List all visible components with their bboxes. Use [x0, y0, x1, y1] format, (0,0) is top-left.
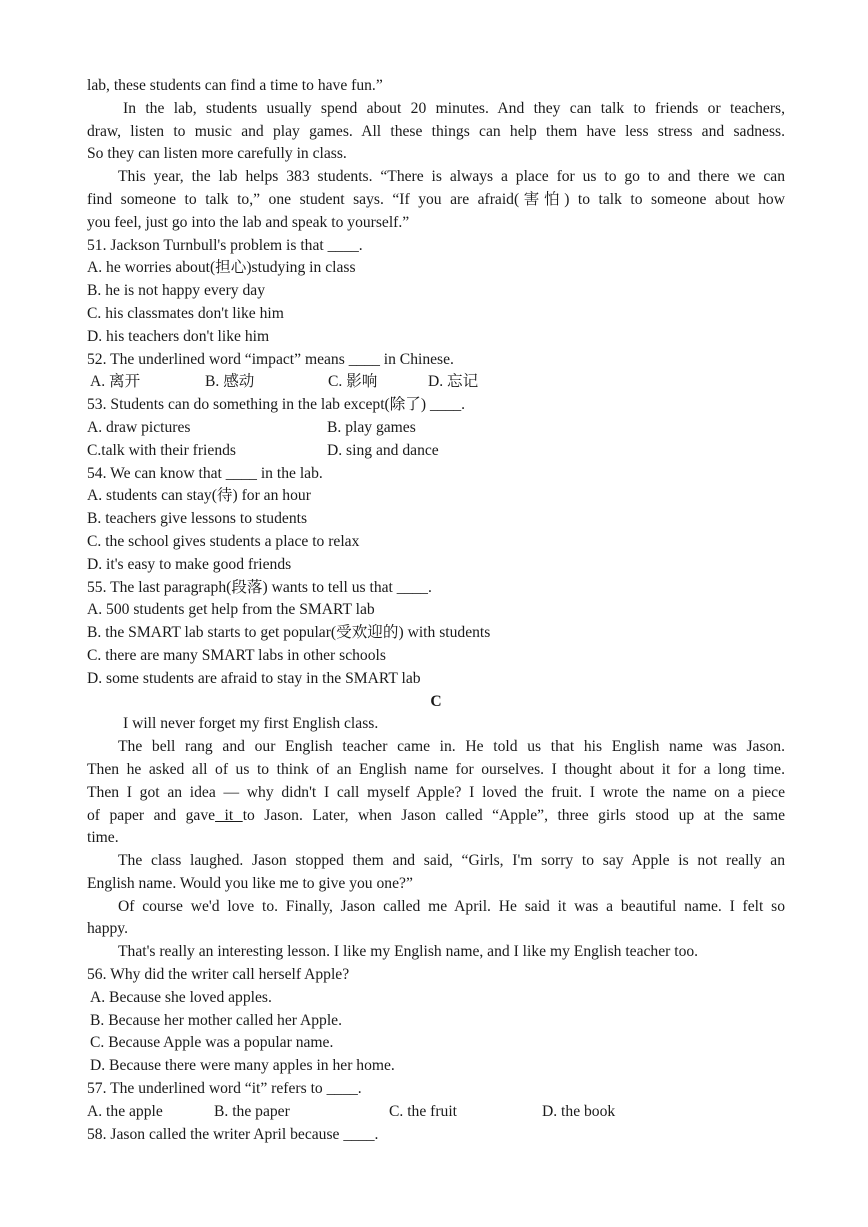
- option-c: C. 影响: [328, 373, 378, 391]
- option-b: B. teachers give lessons to students: [87, 510, 308, 528]
- options-row: [87, 440, 785, 463]
- option-b: B. 感动: [205, 373, 255, 391]
- option-c: C. Because Apple was a popular name.: [90, 1034, 334, 1052]
- passage-line: [87, 805, 785, 828]
- options-row: [87, 417, 785, 440]
- option-d: D. Because there were many apples in her home.: [90, 1057, 395, 1075]
- question-stem: 56. Why did the writer call herself Apple?: [87, 966, 350, 984]
- options-row: [87, 371, 785, 394]
- passage-line: The class laughed. Jason stopped them and said, “Girls, I'm sorry to say Apple is not really an: [118, 852, 785, 870]
- option-b: B. Because her mother called her Apple.: [90, 1011, 343, 1029]
- option-d: D. the book: [542, 1102, 616, 1120]
- option-c: C. the school gives students a place to relax: [87, 532, 360, 550]
- option-c: C. there are many SMART labs in other schools: [87, 646, 386, 664]
- option-a: A. students can stay(待) for an hour: [87, 487, 311, 505]
- option-d: D. his teachers don't like him: [87, 327, 270, 345]
- option-a: A. 500 students get help from the SMART lab: [87, 601, 375, 619]
- exam-page: [87, 75, 785, 1146]
- option-b: B. the SMART lab starts to get popular(受欢迎的) with students: [87, 624, 491, 642]
- passage-line: I will never forget my first English class.: [123, 715, 379, 733]
- passage-line: This year, the lab helps 383 students. “There is always a place for us to go to and there we can: [118, 168, 785, 186]
- passage-line: That's really an interesting lesson. I like my English name, and I like my English teacher too.: [118, 943, 699, 961]
- passage-line: lab, these students can find a time to have fun.”: [87, 77, 383, 94]
- passage-line: English name. Would you like me to give you one?”: [87, 874, 413, 892]
- option-d: D. sing and dance: [327, 441, 439, 459]
- option-a: A. Because she loved apples.: [90, 988, 272, 1006]
- question-stem: 55. The last paragraph(段落) wants to tell us that ____.: [87, 578, 432, 596]
- option-c: C. his classmates don't like him: [87, 304, 284, 322]
- option-a: A. the apple: [87, 1102, 163, 1120]
- option-a: A. draw pictures: [87, 418, 191, 436]
- passage-line: draw, listen to music and play games. All these things can help them have less stress and sadness.: [87, 122, 785, 140]
- option-a: A. 离开: [90, 373, 141, 391]
- underlined-word: it: [215, 806, 243, 824]
- question-stem: 51. Jackson Turnbull's problem is that ____.: [87, 236, 363, 254]
- passage-line: Of course we'd love to. Finally, Jason called me April. He said it was a beautiful name. I felt so: [118, 897, 785, 915]
- options-row: [87, 1101, 785, 1124]
- passage-line: happy.: [87, 920, 128, 938]
- passage-line: The bell rang and our English teacher came in. He told us that his English name was Jason.: [118, 738, 785, 756]
- text-segment: of paper and gave: [87, 806, 216, 824]
- question-stem: 58. Jason called the writer April because ____.: [87, 1125, 379, 1143]
- passage-line: Then I got an idea — why didn't I call myself Apple? I loved the fruit. I wrote the name on a piece: [87, 783, 785, 801]
- passage-line: you feel, just go into the lab and speak to yourself.”: [87, 213, 410, 231]
- passage-line: find someone to talk to,” one student says. “If you are afraid(害怕) to talk to someone about how: [87, 190, 785, 208]
- passage-line: So they can listen more carefully in class.: [87, 145, 347, 163]
- option-b: B. he is not happy every day: [87, 282, 265, 300]
- section-heading: C: [430, 692, 442, 710]
- option-c: C. the fruit: [389, 1102, 457, 1120]
- option-b: B. play games: [327, 418, 416, 436]
- option-a: A. he worries about(担心)studying in class: [87, 259, 356, 277]
- question-stem: 53. Students can do something in the lab except(除了) ____.: [87, 396, 466, 414]
- option-d: D. some students are afraid to stay in the SMART lab: [87, 669, 421, 687]
- option-d: D. 忘记: [428, 373, 479, 391]
- passage-line: In the lab, students usually spend about 20 minutes. And they can talk to friends or teachers,: [123, 99, 785, 117]
- question-stem: 57. The underlined word “it” refers to ____.: [87, 1080, 362, 1098]
- text-segment: to Jason. Later, when Jason called “Apple”, three girls stood up at the same: [242, 806, 785, 824]
- passage-line: time.: [87, 829, 119, 847]
- question-stem: 54. We can know that ____ in the lab.: [87, 464, 323, 482]
- passage-line: Then he asked all of us to think of an English name for ourselves. I thought about it for a long time.: [87, 760, 785, 778]
- option-b: B. the paper: [214, 1102, 290, 1120]
- option-c: C.talk with their friends: [87, 441, 236, 459]
- question-stem: 52. The underlined word “impact” means ____ in Chinese.: [87, 350, 454, 368]
- option-d: D. it's easy to make good friends: [87, 555, 292, 573]
